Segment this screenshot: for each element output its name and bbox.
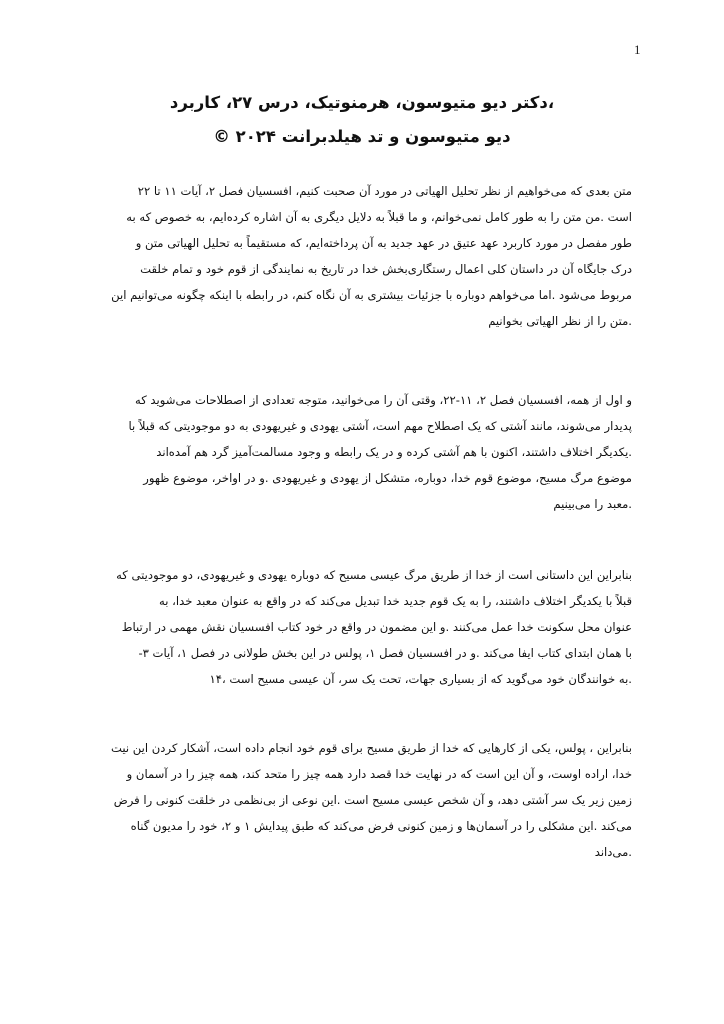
text-line: طور مفصل در مورد کاربرد عهد عتیق در عهد جدید به آن پرداخته‌ایم، که مستقیماً به تحلیل الهیاتی متن و xyxy=(135,236,632,250)
document-title-line-1: ،دکتر دیو متیوسون، هرمنوتیک، درس ۲۷، کاربرد xyxy=(169,93,555,112)
text-line: .به خوانندگان خود می‌گوید که از بسیاری جهات، تحت یک سر، آن عیسی مسیح است ،۱۴ xyxy=(209,672,632,686)
text-line: .یکدیگر اختلاف داشتند، اکنون با هم آشتی کرده و در یک رابطه و وجود مسالمت‌آمیز گرد هم آمده‌اند xyxy=(156,445,632,459)
page-number: 1 xyxy=(634,42,641,57)
text-line: .می‌داند xyxy=(594,845,632,859)
text-line: زمین زیر یک سر آشتی دهد، و آن شخص عیسی مسیح است .این نوعی از بی‌نظمی در خلقت کنونی را فرض xyxy=(113,793,632,807)
text-line: .متن را از نظر الهیاتی بخوانیم xyxy=(488,314,632,328)
text-line: .معبد را می‌بینیم xyxy=(553,497,632,511)
text-line: بنابراین ، پولس، یکی از کارهایی که خدا از طریق مسیح برای قوم خود انجام داده است، آشکار کردن این نیت xyxy=(111,741,632,755)
text-line: خدا، اراده اوست، و آن این است که در نهایت خدا قصد دارد همه چیز را متحد کند، همه چیز را در آسمان و xyxy=(126,767,632,781)
text-line: قبلاً با یکدیگر اختلاف داشتند، را به یک قوم جدید خدا تبدیل می‌کند که در واقع به عنوان معبد خدا، به xyxy=(159,594,632,608)
text-line: است .من متن را به طور کامل نمی‌خوانم، و ما قبلاً به دلایل دیگری به آن اشاره کرده‌ایم، به خصوص که به xyxy=(126,210,632,224)
text-line: پدیدار می‌شوند، مانند آشتی که یک اصطلاح مهم است، آشتی یهودی و غیریهودی به دو موجودیتی که قبلاً با xyxy=(128,419,632,433)
text-line: عنوان محل سکونت خدا عمل می‌کنند .و این مضمون در واقع در خود کتاب افسسیان نقش مهمی در ارتباط xyxy=(121,620,632,634)
text-line: با همان ابتدای کتاب ایفا می‌کند .و در افسسیان فصل ۱، پولس در این بخش طولانی در فصل ۱، آیات ۳- xyxy=(138,646,632,660)
text-line: و اول از همه، افسسیان فصل ۲، ۱۱-۲۲، وقتی آن را می‌خوانید، متوجه تعدادی از اصطلاحات می‌شوید که xyxy=(135,393,632,407)
text-line: موضوع مرگ مسیح، موضوع قوم خدا، دوباره، متشکل از یهودی و غیریهودی .و در اواخر، موضوع ظهور xyxy=(143,471,632,485)
text-line: بنابراین این داستانی است از خدا از طریق مرگ عیسی مسیح که دوباره یهودی و غیریهودی، دو موجودیتی که xyxy=(116,568,632,582)
text-line: می‌کند .این مشکلی را در آسمان‌ها و زمین کنونی فرض می‌کند که طبق پیدایش ۱ و ۲، خود را مدیون گناه xyxy=(130,819,632,833)
text-line: مربوط می‌شود .اما می‌خواهم دوباره با جزئیات بیشتری به آن نگاه کنم، در رابطه با اینکه چگونه می‌توانیم این xyxy=(111,288,632,302)
text-line: درک جایگاه آن در داستان کلی اعمال رستگاری‌بخش خدا در تاریخ به نمایندگی از قوم خود و تمام خلقت xyxy=(140,262,632,276)
document-title-line-2: دیو متیوسون و تد هیلدبرانت ۲۰۲۴ © xyxy=(213,127,511,146)
text-line: متن بعدی که می‌خواهیم از نظر تحلیل الهیاتی در مورد آن صحبت کنیم، افسسیان فصل ۲، آیات ۱۱ تا ۲۲ xyxy=(137,184,632,198)
